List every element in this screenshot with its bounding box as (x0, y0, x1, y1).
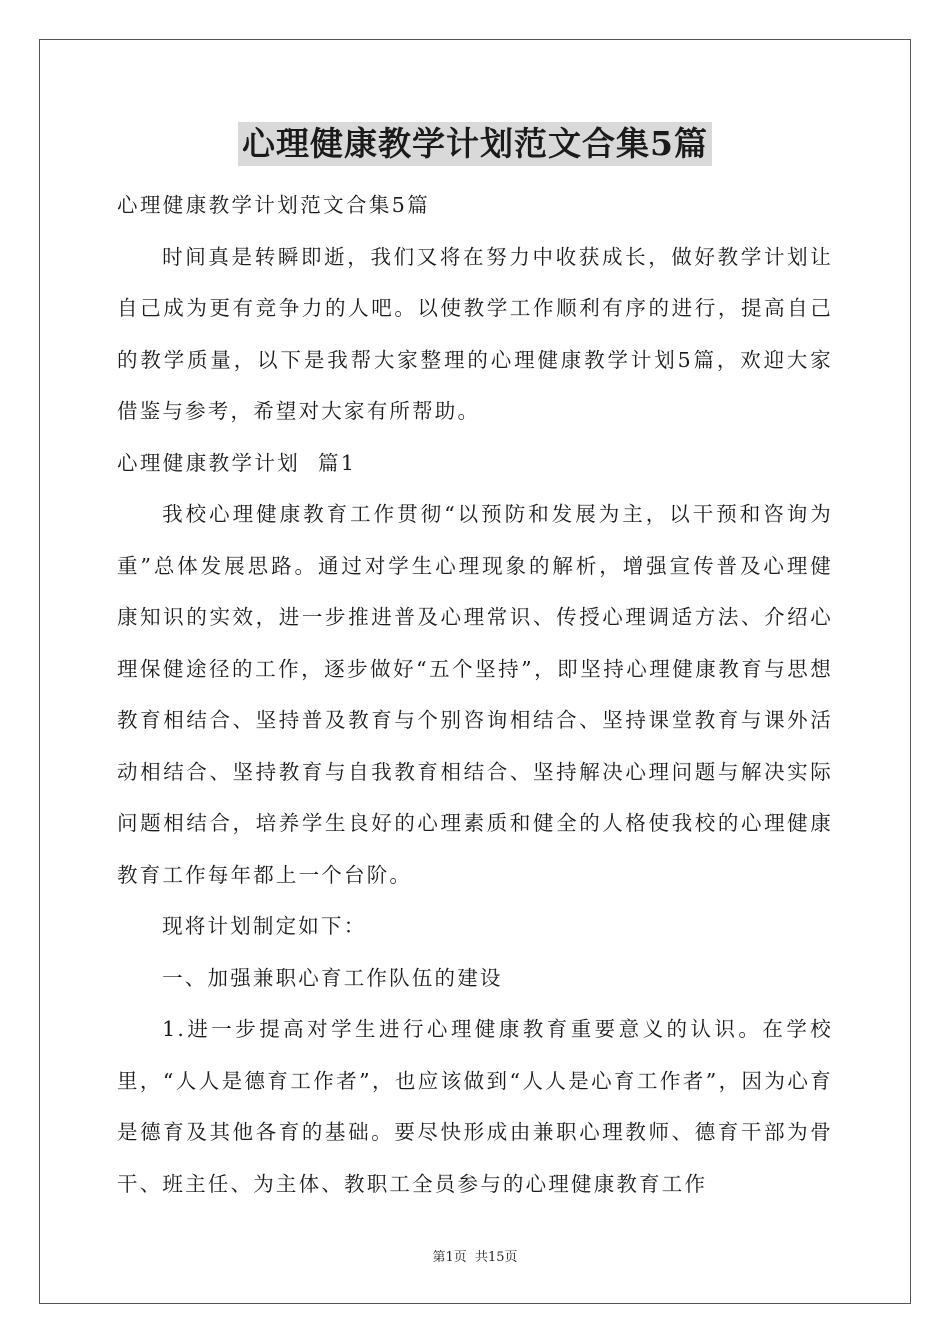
item-heading: 一、加强兼职心育工作队伍的建设 (162, 965, 503, 990)
plan-intro: 现将计划制定如下： (162, 914, 367, 938)
body-paragraph: 我校心理健康教育工作贯彻“以预防和发展为主，以干预和咨询为重”总体发展思路。通过对学生心理现象的解析，增强宣传普及心理健康知识的实效，进一步推进普及心理常识、传授心理调适方法、介绍心理保健途径的工作，逐步做好“五个坚持”，即坚持心理健康教育与思想教育相结合、坚持普及教育与个别咨询相结合、坚持课堂教育与课外活动相结合、坚持教育与自我教育相结合、坚持解决心理问题与解决实际问题相结合，培养学生良好的心理素质和健全的人格使我校的心理健康教育工作每年都上一个台阶。 (117, 502, 833, 887)
page-number: 第1页 (432, 1250, 467, 1265)
section-heading: 心理健康教学计划 篇1 (117, 450, 357, 475)
intro-paragraph: 时间真是转瞬即逝，我们又将在努力中收获成长，做好教学计划让自己成为更有竞争力的人吧。以使教学工作顺利有序的进行，提高自己的教学质量，以下是我帮大家整理的心理健康教学计划5篇，欢迎大家借鉴与参考，希望对大家有所帮助。 (117, 244, 833, 423)
title-wrap (117, 122, 833, 174)
page-footer (0, 1246, 950, 1265)
document-subtitle: 心理健康教学计划范文合集5篇 (117, 193, 431, 217)
page-total: 共15页 (474, 1250, 518, 1265)
item-paragraph: 1.进一步提高对学生进行心理健康教育重要意义的认识。在学校里，“人人是德育工作者”，也应该做到“人人是心育工作者”，因为心育是德育及其他各育的基础。要尽快形成由兼职心理教师、德育干部为骨干、班主任、为主体、教职工全员参与的心理健康教育工作 (117, 1017, 833, 1196)
document-body (117, 122, 833, 1210)
document-title: 心理健康教学计划范文合集5篇 (238, 122, 712, 166)
